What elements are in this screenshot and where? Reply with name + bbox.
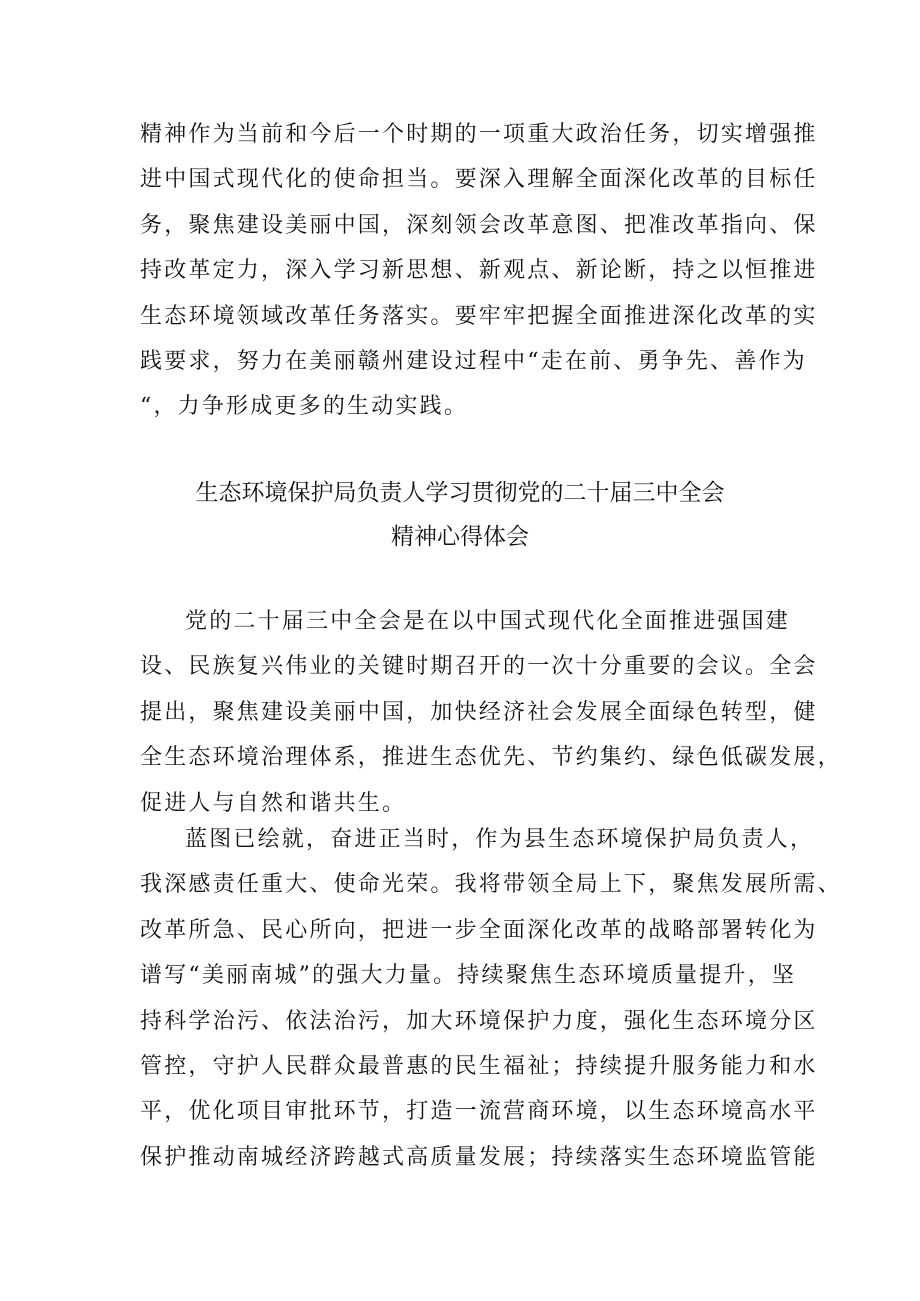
paragraph-line: 务，聚焦建设美丽中国，深刻领会改革意图、把准改革指向、保	[140, 212, 818, 238]
paragraph-line: 管控，守护人民群众最普惠的民生福祉；持续提升服务能力和水	[140, 1054, 818, 1080]
paragraph-line: 全生态环境治理体系，推进生态优先、节约集约、绿色低碳发展，	[140, 745, 842, 771]
paragraph-line: 蓝图已绘就，奋进正当时，作为县生态环境保护局负责人，	[185, 827, 815, 852]
paragraph-line: 我深感责任重大、使命光荣。我将带领全局上下，聚焦发展所需、	[140, 872, 842, 898]
paragraph-line: 谱写“美丽南城”的强大力量。持续聚焦生态环境质量提升，坚	[140, 963, 797, 989]
paragraph-line: 进中国式现代化的使命担当。要深入理解全面深化改革的目标任	[140, 167, 818, 193]
paragraph-line: 改革所急、民心所向，把进一步全面深化改革的战略部署转化为	[140, 917, 818, 943]
paragraph-line: 持改革定力，深入学习新思想、新观点、新论断，持之以恒推进	[140, 258, 818, 284]
paragraph-line: 党的二十届三中全会是在以中国式现代化全面推进强国建	[185, 609, 791, 634]
paragraph-line: 精神作为当前和今后一个时期的一项重大政治任务，切实增强推	[140, 122, 818, 147]
paragraph-line: 生态环境领域改革任务落实。要牢牢把握全面推进深化改革的实	[140, 303, 818, 329]
paragraph-line: 促进人与自然和谐共生。	[140, 790, 407, 816]
paragraph-line: 设、民族复兴伟业的关键时期召开的一次十分重要的会议。全会	[140, 654, 818, 680]
continuation-paragraph	[140, 112, 818, 430]
paragraph-line: “，力争形成更多的生动实践。	[140, 394, 469, 420]
body-paragraph-1	[140, 599, 842, 826]
document-title-line-2: 精神心得体会	[391, 524, 529, 550]
paragraph-line: 践要求，努力在美丽赣州建设过程中“走在前、勇争先、善作为	[140, 349, 807, 375]
paragraph-line: 平，优化项目审批环节，打造一流营商环境，以生态环境高水平	[140, 1099, 818, 1125]
paragraph-line: 持科学治污、依法治污，加大环境保护力度，强化生态环境分区	[140, 1008, 818, 1034]
document-title-line-1: 生态环境保护局负责人学习贯彻党的二十届三中全会	[195, 480, 725, 506]
body-paragraph-2	[140, 817, 842, 1180]
paragraph-line: 提出，聚焦建设美丽中国，加快经济社会发展全面绿色转型，健	[140, 699, 818, 725]
paragraph-line: 保护推动南城经济跨越式高质量发展；持续落实生态环境监管能	[140, 1144, 818, 1170]
